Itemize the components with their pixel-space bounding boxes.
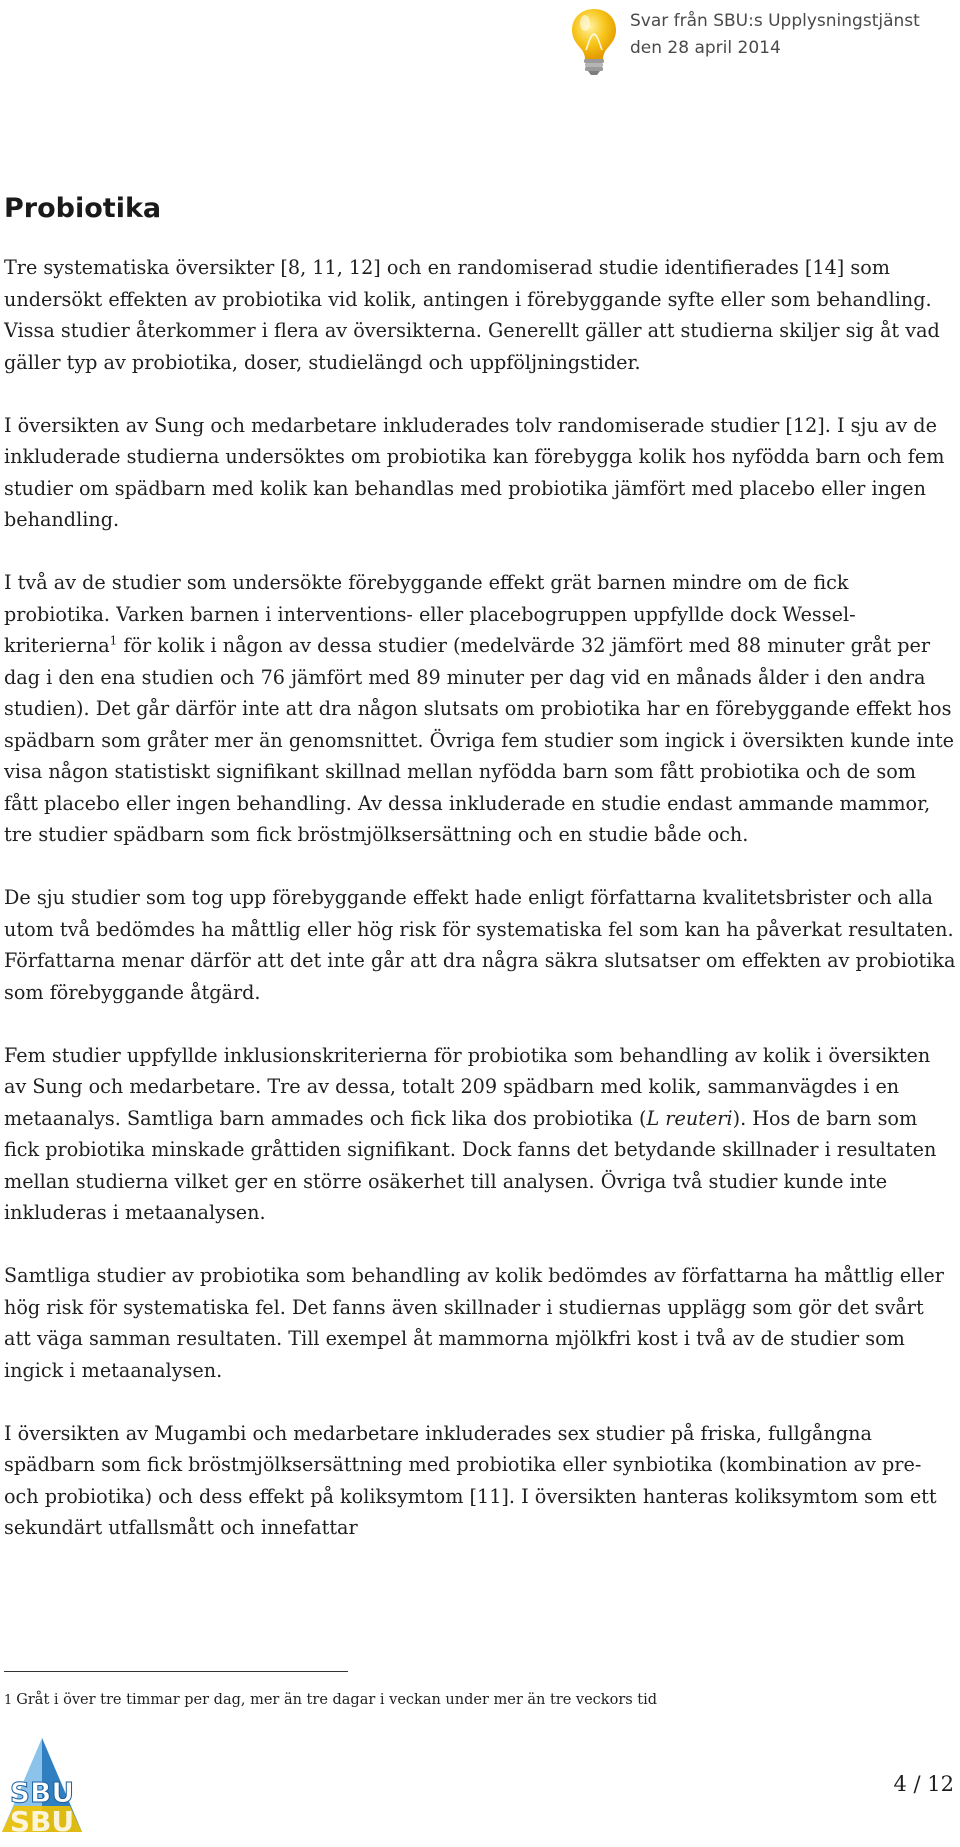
paragraph-7: I översikten av Mugambi och medarbetare inkluderades sex studier på friska, fullgångna spädbarn som fick bröstmjölksersättning med probiotika eller synbiotika (kombination av pre- och probiotika) och dess effekt på koliksymtom [11]. I översikten hanteras koliksymtom som ett sekundärt utfallsmått och innefattar bbox=[4, 1421, 937, 1539]
header-source-line: Svar från SBU:s Upplysningstjänst bbox=[630, 11, 920, 31]
sbu-logo bbox=[0, 1736, 84, 1844]
svg-text:SBU: SBU bbox=[9, 1805, 75, 1838]
footnote-divider bbox=[4, 1671, 348, 1672]
paragraph-5-text-cont: ). Hos de barn som fick probiotika minskade gråttiden signifikant. Dock fanns det betydande skillnader i resultaten mellan studierna vilket ger en större osäkerhet till analysen. Övriga två studier kunde inte inkluderas i metaanalysen. bbox=[4, 1106, 937, 1224]
species-name: L reuteri bbox=[646, 1106, 733, 1130]
section-title: Probiotika bbox=[4, 193, 162, 224]
footnote bbox=[4, 1690, 657, 1711]
document-header bbox=[560, 0, 960, 80]
paragraph-4: De sju studier som tog upp förebyggande effekt hade enligt författarna kvalitetsbrister och alla utom två bedömdes ha måttlig eller hög risk för systematiska fel som kan ha påverkat resultaten. Författarna menar därför att det inte går att dra några säkra slutsatser om effekten av probiotika som förebyggande åtgärd. bbox=[4, 886, 956, 1004]
paragraph-6: Samtliga studier av probiotika som behandling av kolik bedömdes av författarna ha måttlig eller hög risk för systematiska fel. Det fanns även skillnader i studiernas upplägg som gör det svårt att väga samman resultaten. Till exempel åt mammorna mjölkfri kost i två av de studier som ingick i metaanalysen. bbox=[4, 1264, 944, 1382]
page-number: 4 / 12 bbox=[893, 1772, 954, 1796]
header-date-line: den 28 april 2014 bbox=[630, 38, 781, 58]
lightbulb-icon bbox=[568, 6, 620, 76]
paragraph-3-text-cont: för kolik i någon av dessa studier (medelvärde 32 jämfört med 88 minuter gråt per dag i den ena studien och 76 jämfört med 89 minuter per dag vid en månads ålder i den andra studien). Det går därför inte att dra någon slutsats om probiotika har en förebyggande effekt hos spädbarn som gråter mer än genomsnittet. Övriga fem studier som ingick i översikten kunde inte visa någon statistiskt signifikant skillnad mellan nyfödda barn som fått probiotika och de som fått placebo eller ingen behandling. Av dessa inkluderade en studie endast ammande mammor, tre studier spädbarn som fick bröstmjölksersättning och en studie både och. bbox=[4, 634, 955, 846]
paragraph-1: Tre systematiska översikter [8, 11, 12] och en randomiserad studie identifierades [14] som undersökt effekten av probiotika vid kolik, antingen i förebyggande syfte eller som behandling. Vissa studier återkommer i flera av översikterna. Generellt gäller att studierna skiljer sig åt vad gäller typ av probiotika, doser, studielängd och uppföljningstider. bbox=[4, 256, 940, 374]
paragraph-3-text: I två av de studier som undersökte förebyggande effekt grät barnen mindre om de fick probiotika. Varken barnen i interventions- eller placebogruppen uppfyllde dock Wessel-kriterierna bbox=[4, 571, 856, 657]
footnote-number: 1 bbox=[4, 1693, 13, 1708]
paragraph-3 bbox=[4, 567, 956, 851]
footnote-reference[interactable]: 1 bbox=[109, 633, 118, 648]
footnote-text: Gråt i över tre timmar per dag, mer än tre dagar i veckan under mer än tre veckors tid bbox=[16, 1692, 658, 1708]
paragraph-5-text: Fem studier uppfyllde inklusionskriterierna för probiotika som behandling av kolik i översikten av Sung och medarbetare. Tre av dessa, totalt 209 spädbarn med kolik, sammanvägdes i en metaanalys. Samtliga barn ammades och fick lika dos probiotika ( bbox=[4, 1043, 931, 1130]
body-text bbox=[4, 252, 956, 1544]
paragraph-5 bbox=[4, 1040, 956, 1229]
paragraph-2: I översikten av Sung och medarbetare inkluderades tolv randomiserade studier [12]. I sju av de inkluderade studierna undersöktes om probiotika kan förebygga kolik hos nyfödda barn och fem studier om spädbarn med kolik kan behandlas med probiotika jämfört med placebo eller ingen behandling. bbox=[4, 413, 945, 531]
svg-text:SBU: SBU bbox=[9, 1776, 75, 1809]
